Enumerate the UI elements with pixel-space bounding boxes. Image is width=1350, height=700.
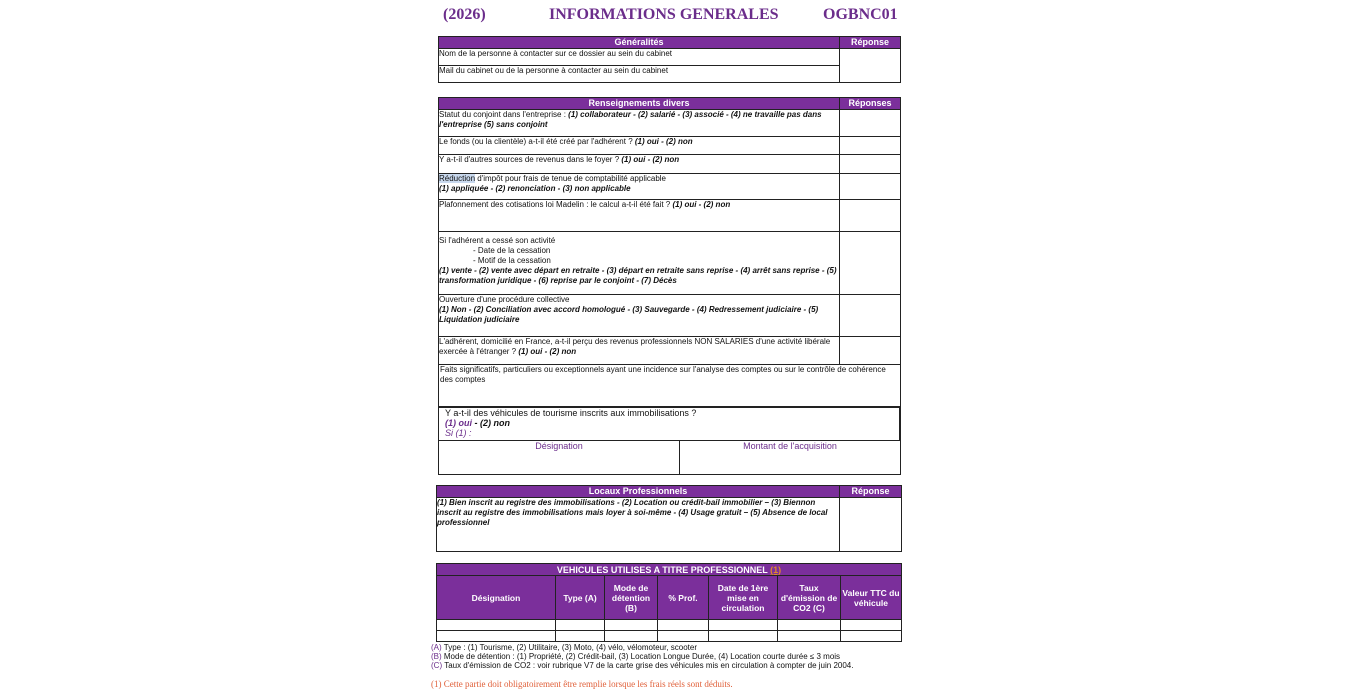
answer-cell[interactable] bbox=[840, 295, 901, 337]
answer-cell[interactable] bbox=[840, 155, 901, 174]
question-fonds: Le fonds (ou la clientèle) a-t-il été créé par l'adhérent ? (1) oui - (2) non bbox=[439, 137, 840, 155]
locaux-answer-heading: Réponse bbox=[840, 486, 902, 498]
table-cell[interactable] bbox=[709, 631, 778, 642]
col-type: Type (A) bbox=[556, 576, 605, 620]
table-cell[interactable] bbox=[556, 631, 605, 642]
question-procedure-collective: Ouverture d'une procédure collective (1) Non - (2) Conciliation avec accord homologué - (3) Sauvegarde - (4) Redressement judiciaire - (5) Liquidation judiciaire bbox=[439, 295, 840, 337]
renseignements-answer-heading: Réponses bbox=[840, 98, 901, 110]
locaux-table bbox=[436, 485, 902, 552]
contact-name-label: Nom de la personne à contacter sur ce dossier au sein du cabinet bbox=[439, 49, 840, 66]
col-pourcentage-prof: % Prof. bbox=[658, 576, 709, 620]
year-label: (2026) bbox=[443, 6, 486, 23]
answer-cell[interactable] bbox=[840, 232, 901, 295]
note-a: (A) Type : (1) Tourisme, (2) Utilitaire, (3) Moto, (4) vélo, vélomoteur, scooter bbox=[431, 643, 698, 652]
table-cell[interactable] bbox=[605, 620, 658, 631]
faits-significatifs[interactable]: Faits significatifs, particuliers ou exceptionnels ayant une incidence sur l'analyse des comptes ou sur le contrôle de cohérence des comptes bbox=[439, 365, 901, 407]
locaux-heading: Locaux Professionnels bbox=[437, 486, 840, 498]
generalites-answer-heading: Réponse bbox=[840, 37, 901, 49]
note-b: (B) Mode de détention : (1) Propriété, (2) Crédit-bail, (3) Location Longue Durée, (4) Location courte durée ≤ 3 mois bbox=[431, 652, 841, 661]
table-cell[interactable] bbox=[658, 620, 709, 631]
vehicules-pro-table bbox=[436, 563, 902, 642]
renseignements-heading: Renseignements divers bbox=[439, 98, 840, 110]
table-cell[interactable] bbox=[841, 631, 902, 642]
legend-notes bbox=[431, 643, 911, 670]
footnote: (1) Cette partie doit obligatoirement être remplie lorsque les frais réels sont déduits. bbox=[431, 679, 733, 689]
answer-cell[interactable] bbox=[899, 408, 900, 441]
table-cell[interactable] bbox=[437, 620, 556, 631]
col-valeur-ttc: Valeur TTC du véhicule bbox=[841, 576, 902, 620]
table-cell[interactable] bbox=[437, 631, 556, 642]
table-cell[interactable] bbox=[778, 620, 841, 631]
generalites-heading: Généralités bbox=[439, 37, 840, 49]
page-title: INFORMATIONS GENERALES bbox=[549, 6, 779, 23]
vehicules-tourisme-table bbox=[438, 407, 901, 475]
table-cell[interactable] bbox=[658, 631, 709, 642]
answer-cell[interactable] bbox=[840, 200, 901, 232]
generalites-table bbox=[438, 36, 901, 83]
table-cell[interactable] bbox=[778, 631, 841, 642]
col-designation[interactable]: Désignation bbox=[439, 441, 680, 475]
question-statut-conjoint: Statut du conjoint dans l'entreprise : (1) collaborateur - (2) salarié - (3) associé - (4) ne travaille pas dans l'entreprise (5) sans conjoint bbox=[439, 110, 840, 137]
form-code: OGBNC01 bbox=[823, 6, 898, 23]
answer-cell[interactable] bbox=[840, 498, 902, 552]
col-taux-co2: Taux d'émission de CO2 (C) bbox=[778, 576, 841, 620]
question-madelin: Plafonnement des cotisations loi Madelin : le calcul a-t-il été fait ? (1) oui - (2) non bbox=[439, 200, 840, 232]
question-cessation: Si l'adhérent a cessé son activité - Date de la cessation - Motif de la cessation (1) vente - (2) vente avec départ en retraite - (3) départ en retraite sans reprise - (4) arrêt sans reprise - (5) transformation juridique - (6) reprise par le conjoint - (7) Décès bbox=[439, 232, 840, 295]
question-revenus-etranger: L'adhérent, domicilié en France, a-t-il perçu des revenus professionnels NON SALARIES d'une activité libérale exercée à l'étranger ? (1) oui - (2) non bbox=[439, 337, 840, 365]
col-montant-acquisition[interactable]: Montant de l'acquisition bbox=[680, 441, 901, 475]
answer-cell[interactable] bbox=[840, 110, 901, 137]
table-cell[interactable] bbox=[841, 620, 902, 631]
col-mode-detention: Mode de détention (B) bbox=[605, 576, 658, 620]
answer-cell[interactable] bbox=[840, 337, 901, 365]
vehicules-pro-heading: VEHICULES UTILISES A TITRE PROFESSIONNEL (1) bbox=[437, 564, 902, 576]
question-reduction-impot: Réduction d'impôt pour frais de tenue de comptabilité applicable (1) appliquée - (2) renonciation - (3) non applicable bbox=[439, 174, 840, 200]
text-selection-highlight[interactable]: Réduction bbox=[439, 174, 476, 183]
table-cell[interactable] bbox=[605, 631, 658, 642]
question-autres-revenus: Y a-t-il d'autres sources de revenus dans le foyer ? (1) oui - (2) non bbox=[439, 155, 840, 174]
answer-cell[interactable] bbox=[840, 174, 901, 200]
locaux-options: (1) Bien inscrit au registre des immobilisations - (2) Location ou crédit-bail immobilier – (3) Biennon inscrit au registre des immobilisations mais loyer à soi-même - (4) Usage gratuit – (5) Absence de local professionnel bbox=[437, 498, 840, 552]
generalites-answer-cell[interactable] bbox=[840, 49, 901, 83]
table-cell[interactable] bbox=[556, 620, 605, 631]
table-cell[interactable] bbox=[709, 620, 778, 631]
question-vehicules-tourisme: Y a-t-il des véhicules de tourisme inscrits aux immobilisations ? (1) oui - (2) non Si (1) : bbox=[439, 408, 900, 441]
contact-mail-label: Mail du cabinet ou de la personne à contacter au sein du cabinet bbox=[439, 66, 840, 83]
renseignements-table bbox=[438, 97, 901, 407]
col-designation: Désignation bbox=[437, 576, 556, 620]
note-c: (C) Taux d'émission de CO2 : voir rubrique V7 de la carte grise des véhicules mis en circulation à compter de juin 2004. bbox=[431, 661, 854, 670]
answer-cell[interactable] bbox=[840, 137, 901, 155]
col-date-mise-en-circulation: Date de 1ère mise en circulation bbox=[709, 576, 778, 620]
